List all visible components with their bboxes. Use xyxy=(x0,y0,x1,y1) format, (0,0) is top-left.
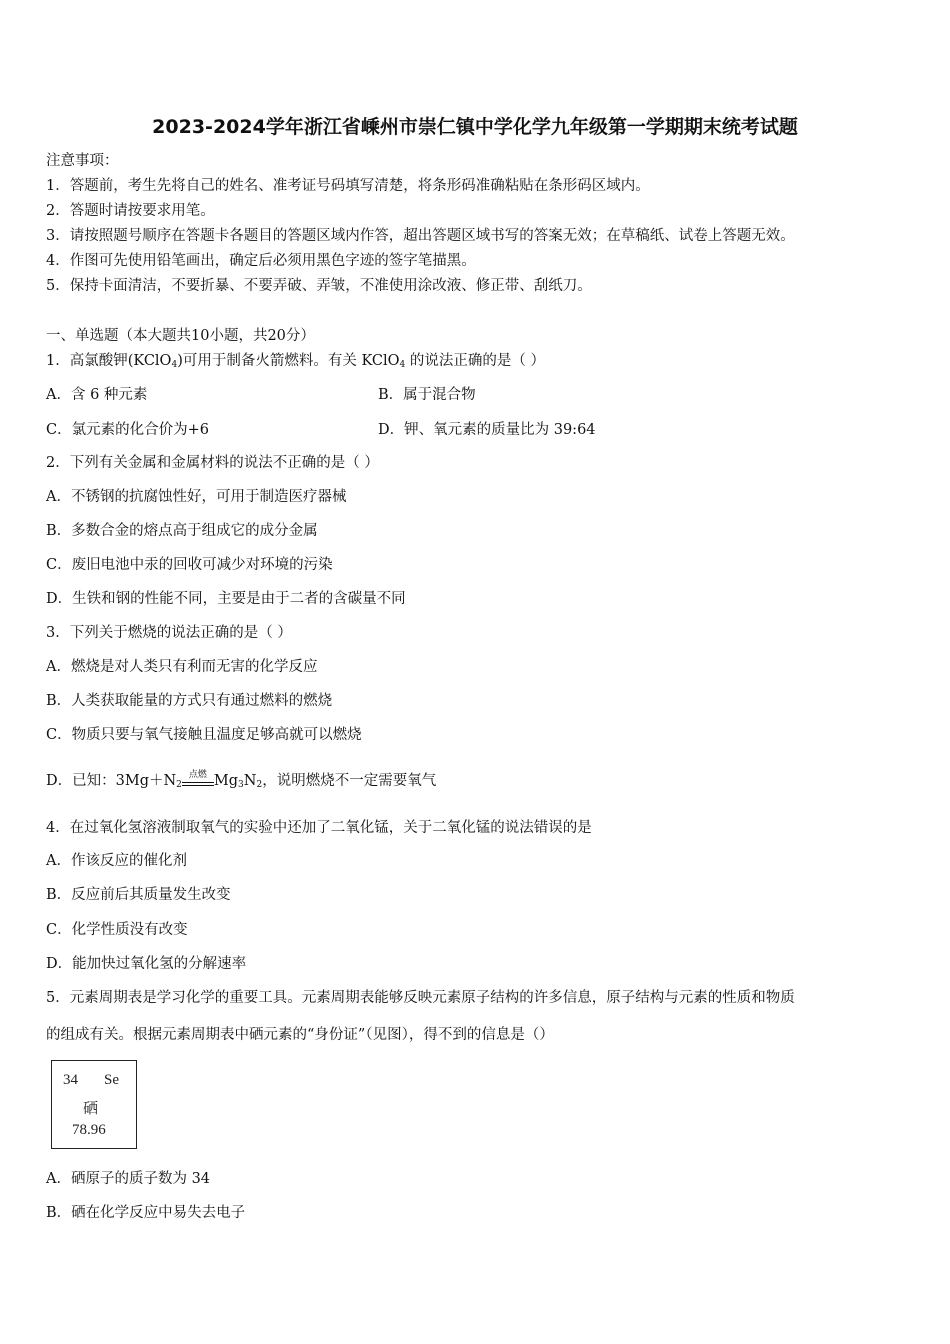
q3-d-sub-2: 3 xyxy=(238,780,244,790)
q1-option-d: D．钾、氧元素的质量比为 39:64 xyxy=(378,422,596,438)
q1-stem-b: )可用于制备火箭燃料。有关 KClO xyxy=(177,353,400,369)
q4-stem: 4．在过氧化氢溶液制取氧气的实验中还加了二氧化锰，关于二氧化锰的说法错误的是 xyxy=(46,820,592,836)
section-heading: 一、单选题（本大题共10小题，共20分） xyxy=(46,328,315,344)
q2-option-a: A．不锈钢的抗腐蚀性好，可用于制造医疗器械 xyxy=(46,489,347,505)
notice-item-4: 4．作图可先使用铅笔画出，确定后必须用黑色字迹的签字笔描黑。 xyxy=(46,253,476,269)
q5-stem-line-2: 的组成有关。根据元素周期表中硒元素的“身份证”（见图），得不到的信息是（） xyxy=(46,1027,554,1043)
q4-option-c: C．化学性质没有改变 xyxy=(46,922,188,938)
q1-option-a: A．含 6 种元素 xyxy=(46,387,148,403)
page-title: 2023-2024学年浙江省嵊州市崇仁镇中学化学九年级第一学期期末统考试题 xyxy=(152,116,798,138)
q3-option-c: C．物质只要与氧气接触且温度足够高就可以燃烧 xyxy=(46,727,362,743)
q3-option-a: A．燃烧是对人类只有利而无害的化学反应 xyxy=(46,659,318,675)
q1-stem-a: 1．高氯酸钾(KClO xyxy=(46,353,172,369)
element-atomic-mass: 78.96 xyxy=(72,1122,106,1138)
q1-stem-c: 的说法正确的是（ ） xyxy=(405,353,545,369)
q3-stem: 3．下列关于燃烧的说法正确的是（ ） xyxy=(46,625,292,641)
notice-item-2: 2．答题时请按要求用笔。 xyxy=(46,203,215,219)
q5-option-b: B．硒在化学反应中易失去电子 xyxy=(46,1205,246,1221)
notice-item-3: 3．请按照题号顺序在答题卡各题目的答题区域内作答，超出答题区域书写的答案无效；在草稿纸、试卷上答题无效。 xyxy=(46,228,795,244)
q3-d-sub-1: 2 xyxy=(176,780,182,790)
q2-stem: 2．下列有关金属和金属材料的说法不正确的是（ ） xyxy=(46,455,379,471)
q2-option-d: D．生铁和钢的性能不同，主要是由于二者的含碳量不同 xyxy=(46,591,406,607)
q3-d-sub-3: 2 xyxy=(256,780,263,790)
q1-sub-b: 4 xyxy=(399,360,406,370)
notice-item-5: 5．保持卡面清洁，不要折暴、不要弄破、弄皱，不准使用涂改液、修正带、刮纸刀。 xyxy=(46,278,592,294)
q3-option-b: B．人类获取能量的方式只有通过燃料的燃烧 xyxy=(46,693,333,709)
q4-option-a: A．作该反应的催化剂 xyxy=(46,853,187,869)
element-symbol: Se xyxy=(104,1072,119,1088)
q1-option-b: B．属于混合物 xyxy=(378,387,476,403)
notice-item-1: 1．答题前，考生先将自己的姓名、准考证号码填写清楚，将条形码准确粘贴在条形码区域内。 xyxy=(46,178,650,194)
q1-sub-a: 4 xyxy=(171,360,178,370)
element-atomic-number: 34 xyxy=(63,1072,78,1088)
q2-option-b: B．多数合金的熔点高于组成它的成分金属 xyxy=(46,523,318,539)
reaction-equals-sign xyxy=(182,771,214,791)
q2-option-c: C．废旧电池中汞的回收可减少对环境的污染 xyxy=(46,557,333,573)
reaction-condition: 点燃 xyxy=(188,770,207,780)
element-card-selenium xyxy=(51,1060,137,1149)
q3-d-text-a: D．已知：3Mg＋N xyxy=(46,773,177,789)
q4-option-d: D．能加快过氧化氢的分解速率 xyxy=(46,956,247,972)
q1-stem xyxy=(46,351,545,375)
notice-heading: 注意事项： xyxy=(46,153,119,169)
q1-option-c: C．氯元素的化合价为+6 xyxy=(46,422,209,438)
q3-d-text-b: Mg xyxy=(213,773,239,789)
q3-option-d xyxy=(46,771,436,795)
q3-d-text-d: ，说明燃烧不一定需要氧气 xyxy=(262,773,437,789)
q3-d-text-c: N xyxy=(243,773,257,789)
q5-option-a: A．硒原子的质子数为 34 xyxy=(46,1171,211,1187)
q4-option-b: B．反应前后其质量发生改变 xyxy=(46,887,231,903)
q5-stem-line-1: 5．元素周期表是学习化学的重要工具。元素周期表能够反映元素原子结构的许多信息，原子结构与元素的性质和物质 xyxy=(46,990,795,1006)
element-name: 硒 xyxy=(83,1099,99,1117)
